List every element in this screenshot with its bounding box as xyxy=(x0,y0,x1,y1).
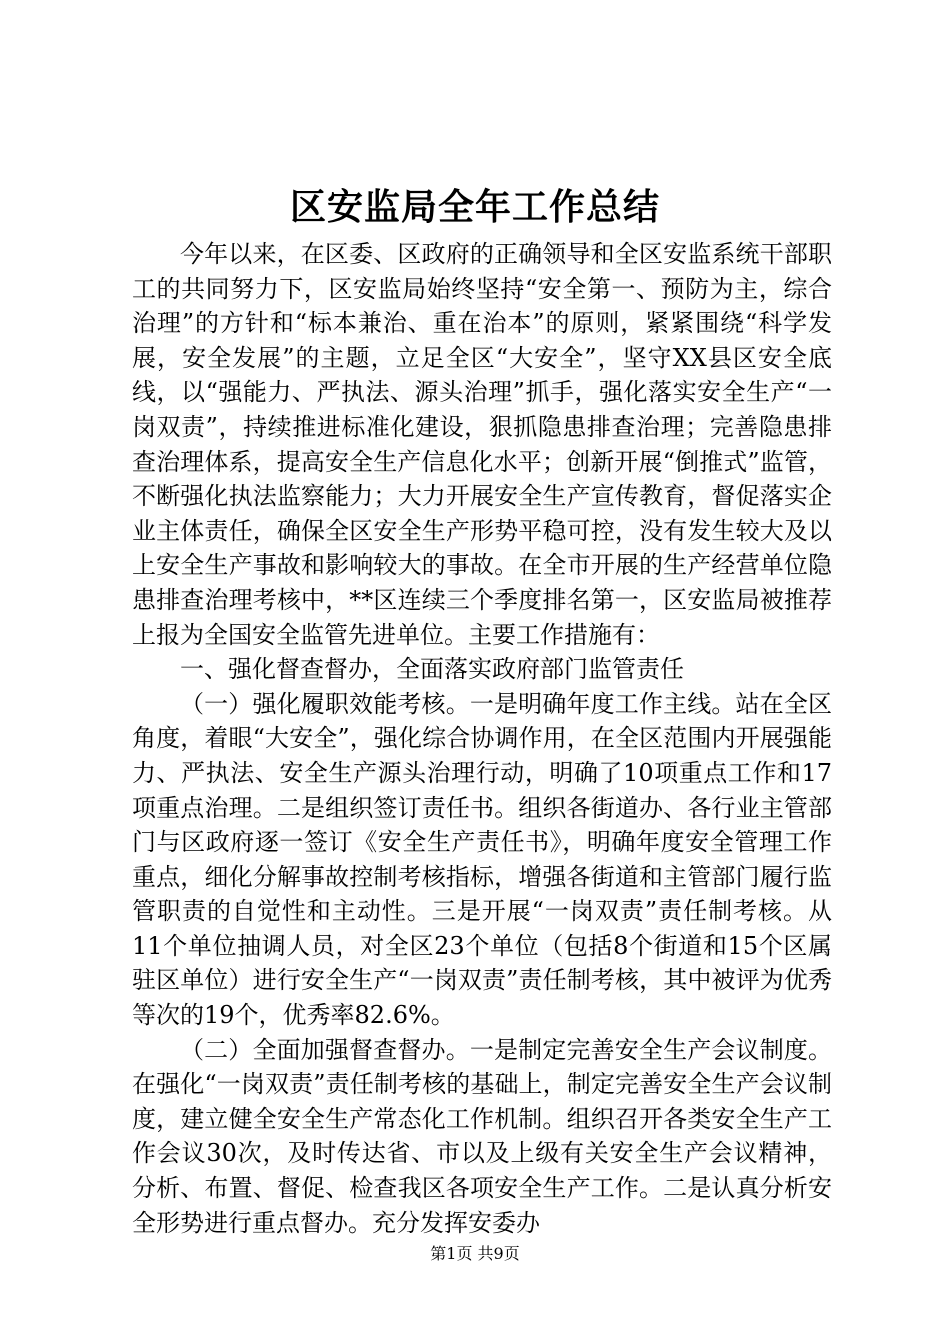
subsection-paragraph-2: （二）全面加强督查督办。一是制定完善安全生产会议制度。在强化“一岗双责”责任制考核的基础上，制定完善安全生产会议制度，建立健全安全生产常态化工作机制。组织召开各类安全生产工作会议30次，及时传达省、市以及上级有关安全生产会议精神，分析、布置、督促、检查我区各项安全生产工作。二是认真分析安全形势进行重点督办。充分发挥安委办 xyxy=(132,1035,832,1237)
section-heading: 一、强化督查督办，全面落实政府部门监管责任 xyxy=(180,655,684,684)
intro-paragraph: 今年以来，在区委、区政府的正确领导和全区安监系统干部职工的共同努力下，区安监局始终坚持“安全第一、预防为主，综合治理”的方针和“标本兼治、重在治本”的原则，紧紧围绕“科学发展，安全发展”的主题，立足全区“大安全”，坚守XX县区安全底线，以“强能力、严执法、源头治理”抓手，强化落实安全生产“一岗双责”，持续推进标准化建设，狠抓隐患排查治理；完善隐患排查治理体系，提高安全生产信息化水平；创新开展“倒推式”监管，不断强化执法监察能力；大力开展安全生产宣传教育，督促落实企业主体责任，确保全区安全生产形势平稳可控，没有发生较大及以上安全生产事故和影响较大的事故。在全市开展的生产经营单位隐患排查治理考核中，**区连续三个季度排名第一，区安监局被推荐上报为全国安全监管先进单位。主要工作措施有： xyxy=(132,240,832,649)
subsection-paragraph-1: （一）强化履职效能考核。一是明确年度工作主线。站在全区角度，着眼“大安全”，强化综合协调作用，在全区范围内开展强能力、严执法、安全生产源头治理行动，明确了10项重点工作和17项重点治理。二是组织签订责任书。组织各街道办、各行业主管部门与区政府逐一签订《安全生产责任书》，明确年度安全管理工作重点，细化分解事故控制考核指标，增强各街道和主管部门履行监管职责的自觉性和主动性。三是开展“一岗双责”责任制考核。从11个单位抽调人员，对全区23个单位（包括8个街道和15个区属驻区单位）进行安全生产“一岗双责”责任制考核，其中被评为优秀等次的19个，优秀率82.6%。 xyxy=(132,689,832,1030)
page-footer: 第1页 共9页 xyxy=(430,1244,520,1263)
document-body xyxy=(132,237,832,1240)
document-title: 区安监局全年工作总结 xyxy=(289,187,660,228)
